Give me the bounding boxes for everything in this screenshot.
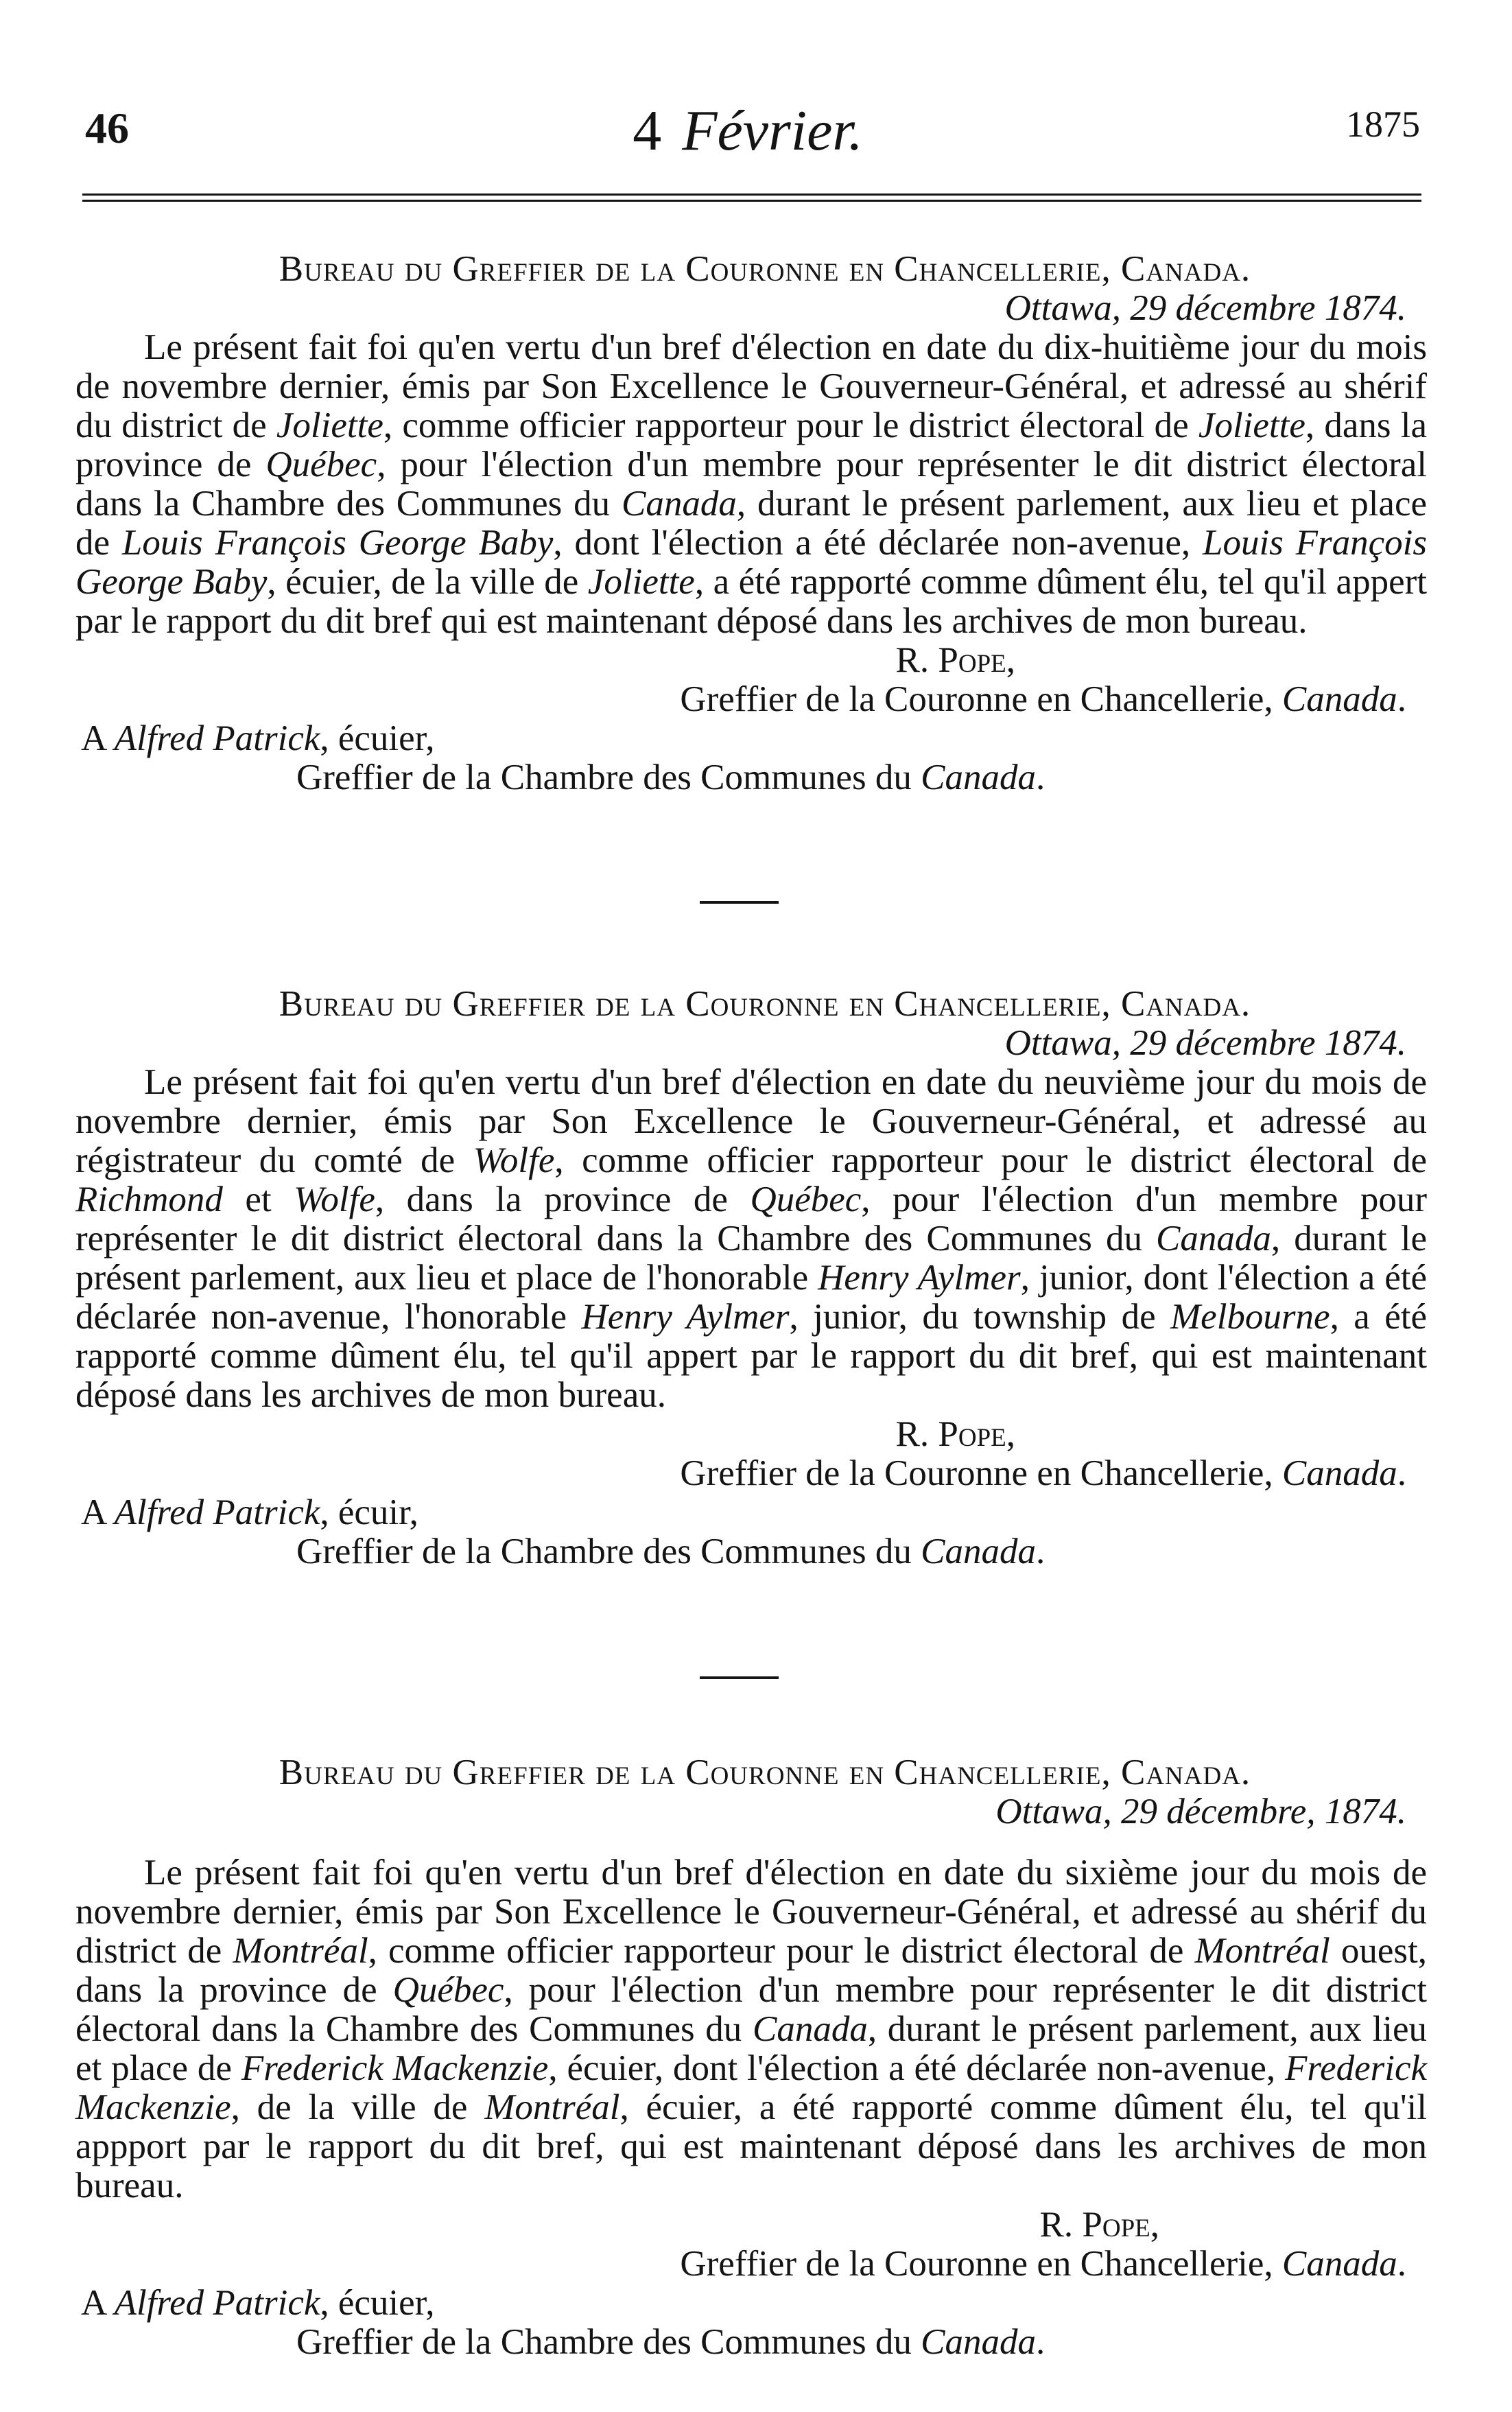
italic-run: Montréal — [233, 1931, 368, 1971]
running-title — [75, 97, 1420, 164]
italic-run: Canada — [1281, 1453, 1397, 1493]
running-title-month: Février. — [682, 99, 863, 163]
dateline-text: Ottawa, 29 décembre 1874. — [1004, 1023, 1406, 1063]
page-year: 1875 — [1346, 104, 1420, 145]
addressee-name: A Alfred Patrick, écuier, — [81, 2283, 435, 2323]
addressee-title: Greffier de la Chambre des Communes du Canada. — [296, 2322, 1046, 2362]
addressee-title: Greffier de la Chambre des Communes du Canada. — [296, 758, 1046, 797]
italic-run: Joliette — [1198, 406, 1306, 445]
italic-run: Henry Aylmer — [818, 1258, 1021, 1298]
page-header — [75, 99, 1420, 163]
notice-body: Le présent fait foi qu'en vertu d'un bref d'élection en date du sixième jour du mois de novembre dernier, émis par Son Excellence le Gouverneur-Général, et adressé au shérif du district de Montréal, comme officier rapporteur pour le district électoral de Montréal ouest, dans la province de Québec, pour l'élection d'un membre pour représenter le dit district électoral dans la Chambre des Communes du Canada, durant le présent parlement, aux lieu et place de Frederick Mackenzie, écuier, dont l'élection a été déclarée non-avenue, Frederick Mackenzie, de la ville de Montréal, écuier, a été rapporté comme dûment élu, tel qu'il appport par le rapport du dit bref, qui est maintenant déposé dans les archives de mon bureau. — [75, 1853, 1428, 2205]
signature-title: Greffier de la Couronne en Chancellerie, Canada. — [680, 2244, 1406, 2284]
italic-run: Louis François George Baby — [75, 523, 1427, 602]
italic-run: Canada — [752, 2009, 868, 2049]
running-title-day: 4 — [633, 99, 662, 163]
italic-run: Montréal — [1194, 1931, 1330, 1971]
italic-run: Frederick Mackenzie — [75, 2048, 1427, 2127]
italic-run: Henry Aylmer — [581, 1297, 790, 1337]
header-rule-bottom — [82, 200, 1421, 202]
addressee-name: A Alfred Patrick, écuier, — [81, 718, 435, 758]
italic-run: Québec — [265, 445, 377, 484]
italic-run: Melbourne — [1170, 1297, 1330, 1337]
notice-body: Le présent fait foi qu'en vertu d'un bref d'élection en date du dix-huitième jour du mois de novembre dernier, émis par Son Excellence le Gouverneur-Général, et adressé au shérif du district de Joliette, comme officier rapporteur pour le district électoral de Joliette, dans la province de Québec, pour l'élection d'un membre pour représenter le dit district électoral dans la Chambre des Communes du Canada, durant le présent parlement, aux lieu et place de Louis François George Baby, dont l'élection a été déclarée non-avenue, Louis François George Baby, écuier, de la ville de Joliette, a été rapporté comme dûment élu, tel qu'il appert par le rapport du dit bref qui est maintenant déposé dans les archives de mon bureau. — [75, 327, 1428, 641]
notice-dateline — [75, 1024, 1427, 1063]
italic-run: Joliette — [276, 406, 383, 445]
notice-separator — [700, 1676, 779, 1679]
addressee-title: Greffier de la Chambre des Communes du Canada. — [296, 1532, 1046, 1571]
signature-title: Greffier de la Couronne en Chancellerie, Canada. — [680, 1453, 1406, 1493]
page-number: 46 — [85, 104, 129, 152]
italic-run: Alfred Patrick — [114, 718, 320, 758]
italic-run: Canada — [1156, 1219, 1271, 1258]
notice-montreal-ouest — [75, 1753, 1427, 2362]
notice-heading: Bureau du Greffier de la Couronne en Chancellerie, Canada. — [279, 984, 1251, 1024]
addressee-name: A Alfred Patrick, écuir, — [81, 1492, 418, 1532]
italic-run: Canada — [921, 2322, 1036, 2362]
notice-joliette — [75, 250, 1427, 797]
notice-heading: Bureau du Greffier de la Couronne en Chancellerie, Canada. — [279, 1753, 1251, 1792]
italic-run: Canada — [1281, 679, 1397, 719]
italic-run: Québec — [392, 1970, 504, 2010]
notice-richmond-wolfe — [75, 985, 1427, 1571]
italic-run: Louis François George Baby — [121, 523, 554, 563]
signature-title: Greffier de la Couronne en Chancellerie, Canada. — [680, 679, 1406, 719]
dateline-text: Ottawa, 29 décembre 1874. — [1004, 288, 1406, 328]
italic-run: Canada — [921, 758, 1036, 797]
signature-name: R. Pope, — [895, 640, 1015, 680]
notice-dateline — [75, 1792, 1427, 1831]
italic-run: Joliette — [587, 562, 695, 602]
signature-name: R. Pope, — [1039, 2205, 1159, 2245]
italic-run: Wolfe — [294, 1180, 375, 1219]
italic-run: Richmond — [75, 1180, 223, 1219]
header-rule-top — [82, 194, 1421, 196]
notice-dateline — [75, 289, 1427, 328]
notice-separator — [700, 901, 779, 904]
italic-run: Wolfe — [473, 1140, 555, 1180]
italic-run: Montréal — [484, 2087, 620, 2127]
notice-heading: Bureau du Greffier de la Couronne en Chancellerie, Canada. — [279, 249, 1251, 289]
italic-run: Frederick Mackenzie — [241, 2048, 549, 2088]
notice-body: Le présent fait foi qu'en vertu d'un bref d'élection en date du neuvième jour du mois de novembre dernier, émis par Son Excellence le Gouverneur-Général, et adressé au régistrateur du comté de Wolfe, comme officier rapporteur pour le district électoral de Richmond et Wolfe, dans la province de Québec, pour l'élection d'un membre pour représenter le dit district électoral dans la Chambre des Communes du Canada, durant le présent parlement, aux lieu et place de l'honorable Henry Aylmer, junior, dont l'élection a été déclarée non-avenue, l'honorable Henry Aylmer, junior, du township de Melbourne, a été rapporté comme dûment élu, tel qu'il appert par le rapport du dit bref, qui est maintenant déposé dans les archives de mon bureau. — [75, 1062, 1428, 1415]
italic-run: Canada — [622, 484, 737, 524]
italic-run: Canada — [1281, 2244, 1397, 2284]
signature-name: R. Pope, — [895, 1414, 1015, 1454]
italic-run: Canada — [921, 1532, 1036, 1571]
italic-run: Alfred Patrick — [114, 1492, 320, 1532]
dateline-text: Ottawa, 29 décembre, 1874. — [995, 1792, 1406, 1831]
italic-run: Alfred Patrick — [114, 2283, 320, 2323]
italic-run: Québec — [750, 1180, 862, 1219]
